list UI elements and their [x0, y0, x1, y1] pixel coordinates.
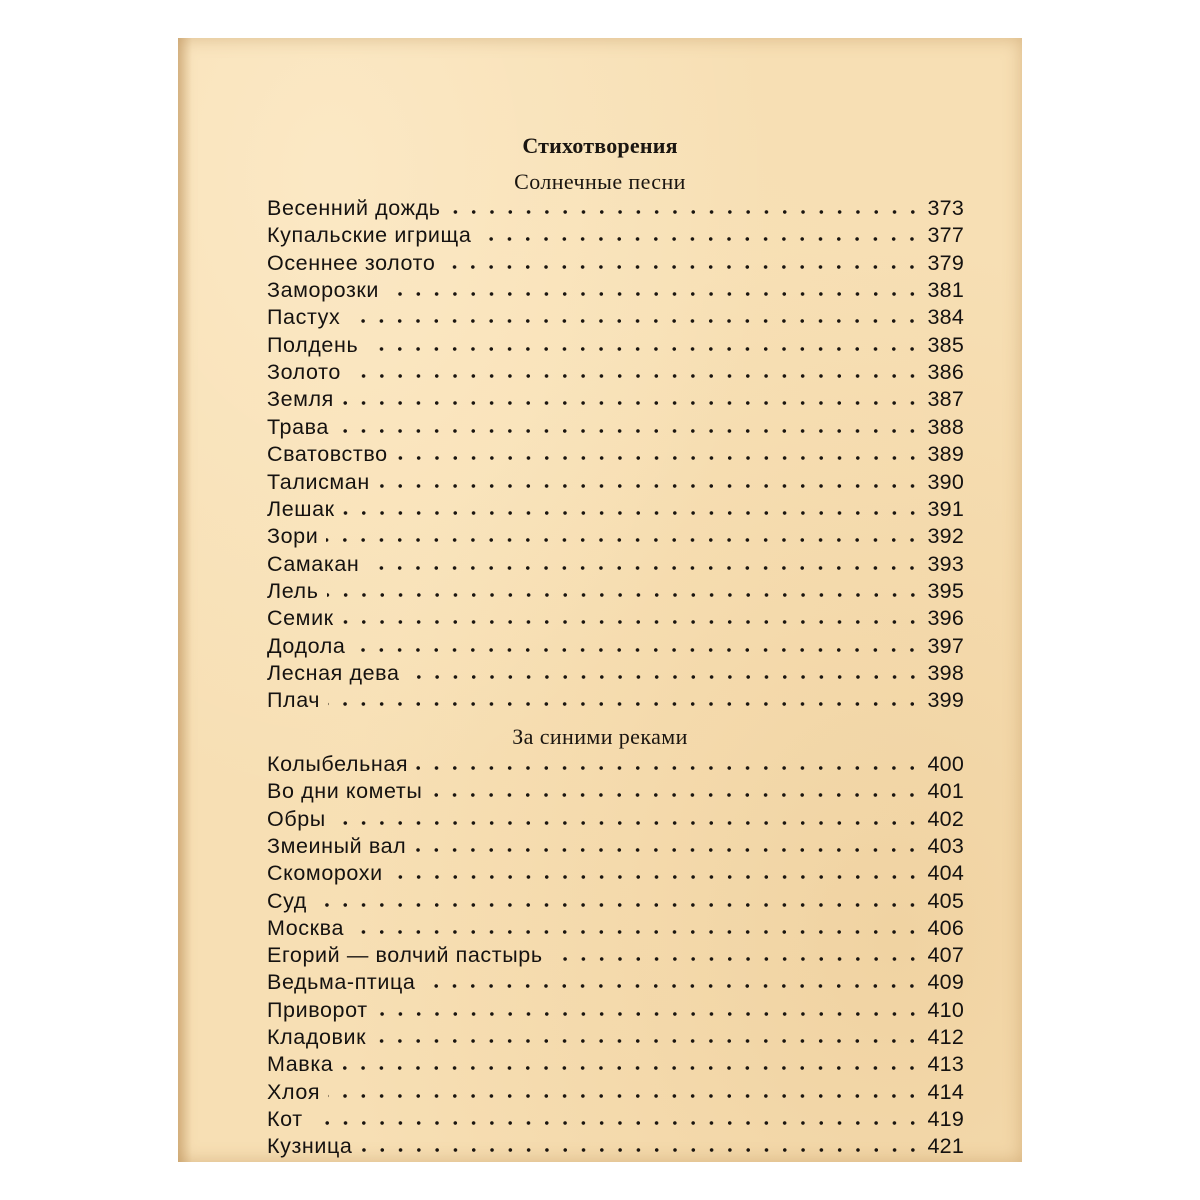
dot-leader	[396, 455, 922, 461]
toc-entry	[267, 861, 964, 887]
toc-entry-page-number: 405	[927, 888, 964, 913]
toc-entry	[267, 752, 964, 778]
toc-entry-page-number: 395	[927, 578, 964, 603]
toc-entry	[267, 998, 964, 1024]
toc-entry-page-number: 421	[927, 1134, 964, 1159]
toc-entry	[267, 552, 964, 578]
toc-entry-title: Кладовик	[267, 1025, 367, 1049]
dot-leader	[366, 346, 921, 352]
toc-entry-page-number: 389	[927, 442, 964, 467]
toc-entry-page-number: 410	[927, 997, 964, 1022]
dot-leader	[430, 792, 921, 798]
toc-entry-title: Мавка	[267, 1052, 334, 1077]
toc-entry	[267, 661, 964, 687]
toc-entry	[267, 305, 964, 331]
toc-entry	[267, 497, 964, 523]
toc-entry-title: Ведьма-птица	[267, 970, 416, 995]
dot-leader	[376, 1011, 922, 1017]
toc-entry-page-number: 398	[927, 660, 964, 685]
dot-leader	[315, 902, 922, 908]
toc-entry-title: Трава	[267, 414, 329, 439]
toc-entry-page-number: 406	[927, 915, 964, 940]
toc-entry-page-number: 412	[927, 1025, 964, 1049]
section-title-1: Солнечные песни	[514, 169, 686, 194]
toc-entry-title: Зори	[267, 524, 319, 549]
toc-entry-page-number: 403	[927, 833, 964, 858]
dot-leader	[342, 619, 922, 625]
toc-entry-page-number: 401	[927, 779, 964, 804]
section-title-2: За синими реками	[512, 724, 688, 749]
toc-entry-page-number: 377	[927, 223, 964, 248]
toc-entry-page-number: 379	[927, 250, 964, 275]
toc-entry-page-number: 413	[927, 1052, 964, 1077]
toc-entry-title: Москва	[267, 915, 345, 940]
toc-entry	[267, 1080, 964, 1106]
dot-leader	[367, 565, 921, 571]
toc-entry-title: Земля	[267, 387, 334, 412]
toc-entry-title: Кузница	[267, 1134, 353, 1159]
dot-leader	[342, 400, 922, 406]
dot-leader	[349, 373, 922, 379]
toc-entry-title: Колыбельная	[267, 752, 409, 776]
dot-leader	[343, 510, 922, 516]
toc-entry	[267, 442, 964, 468]
toc-entry	[267, 223, 964, 249]
dot-leader	[334, 820, 922, 826]
toc-entry-page-number: 396	[927, 606, 964, 631]
toc-entry	[267, 889, 964, 915]
toc-entry-title: Плач	[267, 688, 321, 713]
toc-entry-page-number: 399	[927, 688, 964, 713]
dot-leader	[327, 592, 922, 598]
toc-entry-page-number: 419	[927, 1106, 964, 1131]
toc-entry	[267, 415, 964, 441]
dot-leader	[416, 765, 921, 771]
toc-entry-page-number: 386	[927, 360, 964, 385]
toc-entry-title: Осеннее золото	[267, 250, 436, 275]
toc-entry-title: Обры	[267, 806, 326, 831]
toc-entry-title: Суд	[267, 888, 307, 913]
toc-entry-page-number: 391	[927, 496, 964, 521]
toc-entry-page-number: 392	[927, 524, 964, 549]
toc-entry	[267, 579, 964, 605]
toc-entry	[267, 606, 964, 632]
toc-entry	[267, 1134, 964, 1160]
dot-leader	[423, 983, 921, 989]
toc-entry-page-number: 402	[927, 806, 964, 831]
toc-entry-page-number: 385	[927, 332, 964, 357]
toc-entry	[267, 970, 964, 996]
toc-entry-title: Полдень	[267, 332, 359, 357]
dot-leader	[391, 874, 922, 880]
toc-entry	[267, 470, 964, 496]
toc-entry	[267, 196, 964, 222]
toc-entry-title: Талисман	[267, 469, 370, 494]
toc-entry-title: Додола	[267, 633, 346, 658]
dot-leader	[328, 1093, 921, 1099]
dot-leader	[341, 1065, 921, 1071]
toc-entry-title: Золото	[267, 360, 341, 385]
toc-entry-page-number: 409	[927, 970, 964, 995]
toc-entry	[267, 688, 964, 714]
dot-leader	[337, 428, 922, 434]
toc-entry-page-number: 393	[927, 551, 964, 576]
toc-entry-title: Скоморохи	[267, 861, 383, 886]
toc-entry-page-number: 390	[927, 469, 964, 494]
dot-leader	[414, 847, 921, 853]
toc-entry-title: Егорий — волчий пастырь	[267, 943, 543, 968]
toc-entry	[267, 943, 964, 969]
toc-entry-page-number: 373	[927, 196, 964, 220]
toc-entry-page-number: 414	[927, 1079, 964, 1104]
dot-leader	[374, 1038, 921, 1044]
toc-entry	[267, 1107, 964, 1133]
toc-entry	[267, 916, 964, 942]
toc-entry-page-number: 388	[927, 414, 964, 439]
dot-leader	[348, 318, 921, 324]
toc-entry-title: Кот	[267, 1106, 303, 1131]
toc-entry-page-number: 400	[927, 752, 964, 776]
toc-entry	[267, 1052, 964, 1078]
toc-entry-title: Лель	[267, 578, 319, 603]
toc-entry	[267, 1025, 964, 1051]
dot-leader	[326, 537, 921, 543]
dot-leader	[408, 674, 922, 680]
dot-leader	[449, 209, 922, 215]
toc-entry-title: Сватовство	[267, 442, 388, 467]
toc-entry	[267, 524, 964, 550]
toc-entry	[267, 251, 964, 277]
toc-entry-page-number: 384	[927, 305, 964, 330]
toc-entry-title: Змеиный вал	[267, 833, 407, 858]
main-title: Стихотворения	[522, 133, 678, 158]
dot-leader	[479, 236, 921, 242]
toc-entry-page-number: 397	[927, 633, 964, 658]
toc-entry-title: Весенний дождь	[267, 196, 441, 220]
toc-entry-title: Во дни кометы	[267, 779, 423, 804]
dot-leader	[551, 956, 922, 962]
dot-leader	[361, 1147, 922, 1153]
toc-entry	[267, 333, 964, 359]
dot-leader	[352, 929, 922, 935]
toc-entry-title: Заморозки	[267, 278, 380, 303]
toc-entry-title: Лесная дева	[267, 660, 400, 685]
toc-entry	[267, 387, 964, 413]
toc-entry	[267, 834, 964, 860]
toc-entry	[267, 360, 964, 386]
dot-leader	[443, 264, 921, 270]
dot-leader	[378, 483, 922, 489]
toc-entry-title: Самакан	[267, 551, 360, 576]
toc-entry	[267, 779, 964, 805]
toc-entry-page-number: 407	[927, 943, 964, 968]
dot-leader	[328, 701, 921, 707]
page-edge-shadow	[178, 38, 192, 1162]
dot-leader	[353, 647, 921, 653]
toc-entry-page-number: 387	[927, 387, 964, 412]
toc-entry	[267, 278, 964, 304]
dot-leader	[387, 291, 921, 297]
toc-entry-title: Хлоя	[267, 1079, 321, 1104]
toc-entry-title: Лешак	[267, 496, 335, 521]
toc-entry-page-number: 404	[927, 861, 964, 886]
toc-entry-page-number: 381	[927, 278, 964, 303]
toc-entry	[267, 807, 964, 833]
book-page	[178, 38, 1022, 1162]
toc-entry-title: Семик	[267, 606, 334, 631]
toc-entry-title: Пастух	[267, 305, 341, 330]
toc-entry-title: Купальские игрища	[267, 223, 472, 248]
toc-entry-title: Приворот	[267, 997, 368, 1022]
dot-leader	[311, 1120, 922, 1126]
toc-entry	[267, 634, 964, 660]
